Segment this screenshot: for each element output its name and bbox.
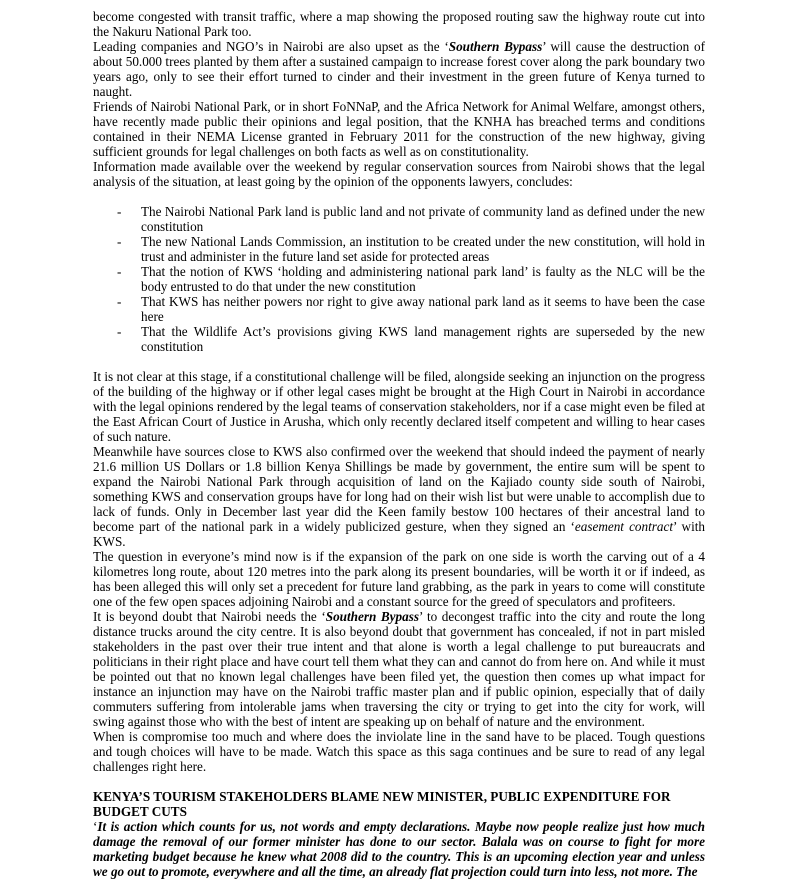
conclusions-list — [93, 204, 705, 354]
list-item — [93, 294, 705, 324]
list-item — [93, 234, 705, 264]
paragraph-question: The question in everyone’s mind now is if the expansion of the park on one side is worth the carving out of a 4 kilometres long route, about 120 metres into the park along its present boundaries, will be worth it or if indeed, as has been alleged this will only set a precedent for future land grabbing, as the park in years to come will constitute one of the few open spaces adjoining Nairobi and a constant source for the greed of speculators and profiteers. — [93, 549, 705, 609]
paragraph-trees — [93, 39, 705, 99]
quote-text: It is action which counts for us, not words and empty declarations. Maybe now people realize just how much damage the removal of our former minister has done to our sector. Balala was on course to fight for more marketing budget because he knew what 2008 did to the country. This is an upcoming election year and unless we go out to promote, everywhere and all the time, an already flat projection could turn into less, not more. The — [93, 819, 705, 879]
paragraph-kws-payment — [93, 444, 705, 549]
article-heading: KENYA’S TOURISM STAKEHOLDERS BLAME NEW MINISTER, PUBLIC EXPENDITURE FOR BUDGET CUTS — [93, 789, 671, 819]
article-quote — [93, 819, 705, 879]
list-item-text: That KWS has neither powers nor right to give away national park land as it seems to have been the case here — [141, 294, 705, 324]
text-run: ’ to decongest traffic into the city and route the long distance trucks around the city centre. It is also beyond doubt that government has concealed, if not in part misled stakeholders in the past over their true intent and that alone is worth a legal challenge to put bureaucrats and politicians in their right place and have court tell them what they can and cannot do from here on. And while it must be pointed out that no known legal challenges have been filed yet, the question then comes up what impact for instance an injunction may have on the Nairobi traffic master plan and if public opinion, especially that of daily commuters suffering from intolerable jams when traversing the city or trying to get into the city for work, will swing against those who with the best of intent are speaking up on behalf of nature and the environment. — [93, 609, 705, 729]
text-run: Meanwhile have sources close to KWS also confirmed over the weekend that should indeed the payment of nearly 21.6 million US Dollars or 1.8 billion Kenya Shillings be made by government, the entire sum will be spent to expand the Nairobi National Park through acquisition of land on the Kajiado county side south of Nairobi, something KWS and conservation groups have for long had on their wish list but were unable to accomplish due to lack of funds. Only in December last year did the Keen family bestow 100 hectares of their ancestral land to become part of the national park in a widely publicized gesture, when they signed an ‘ — [93, 444, 705, 534]
bullet-dash: - — [117, 264, 122, 279]
paragraph-intro: become congested with transit traffic, where a map showing the proposed routing saw the highway route cut into the Nakuru National Park too. — [93, 9, 705, 39]
paragraph-compromise: When is compromise too much and where does the inviolate line in the sand have to be placed. Tough questions and tough choices will have to be made. Watch this space as this saga continues and be sure to read of any legal challenges right here. — [93, 729, 705, 774]
bullet-dash: - — [117, 234, 122, 249]
list-item-text: The Nairobi National Park land is public land and not private of community land as defined under the new constitution — [141, 204, 705, 234]
text-run: ’ with KWS. — [93, 519, 705, 549]
list-item — [93, 264, 705, 294]
emphasis-southern-bypass: Southern Bypass — [325, 609, 419, 624]
paragraph-constitutional-challenge: It is not clear at this stage, if a constitutional challenge will be filed, alongside seeking an injunction on the progress of the building of the highway or if other legal cases might be brought at the High Court in Nairobi in accordance with the legal opinions rendered by the legal teams of conservation stakeholders, nor if a case might even be filed at the East African Court of Justice in Arusha, which only recently declared itself competent and willing to hear cases of such nature. — [93, 369, 705, 444]
list-item — [93, 324, 705, 354]
document-page — [93, 9, 705, 879]
paragraph-beyond-doubt — [93, 609, 705, 729]
text-run: It is beyond doubt that Nairobi needs the ‘ — [93, 609, 326, 624]
paragraph-fonnap: Friends of Nairobi National Park, or in short FoNNaP, and the Africa Network for Animal Welfare, amongst others, have recently made public their opinions and legal position, that the KNHA has breached terms and conditions contained in their NEMA License granted in February 2011 for the construction of the new highway, giving sufficient grounds for legal challenges on both facts as well as on constitutionality. — [93, 99, 705, 159]
bullet-dash: - — [117, 204, 122, 219]
list-item-text: That the notion of KWS ‘holding and administering national park land’ is faulty as the NLC will be the body entrusted to do that under the new constitution — [141, 264, 705, 294]
bullet-dash: - — [117, 324, 122, 339]
list-item-text: That the Wildlife Act’s provisions giving KWS land management rights are superseded by the new constitution — [141, 324, 705, 354]
quote-open-mark: ‘ — [93, 819, 98, 834]
list-item-text: The new National Lands Commission, an institution to be created under the new constitution, will hold in trust and administer in the future land set aside for protected areas — [141, 234, 705, 264]
emphasis-southern-bypass: Southern Bypass — [448, 39, 543, 54]
list-item — [93, 204, 705, 234]
paragraph-legal-analysis: Information made available over the weekend by regular conservation sources from Nairobi shows that the legal analysis of the situation, at least going by the opinion of the opponents lawyers, concludes: — [93, 159, 705, 189]
text-run: Leading companies and NGO’s in Nairobi are also upset as the ‘ — [93, 39, 449, 54]
bullet-dash: - — [117, 294, 122, 309]
emphasis-easement-contract: easement contract — [574, 519, 674, 534]
text-run: ’ will cause the destruction of about 50.000 trees planted by them after a sustained campaign to increase forest cover along the park boundary two years ago, only to see their effort turned to cinder and their investment in the green future of Kenya turned to naught. — [93, 39, 706, 99]
